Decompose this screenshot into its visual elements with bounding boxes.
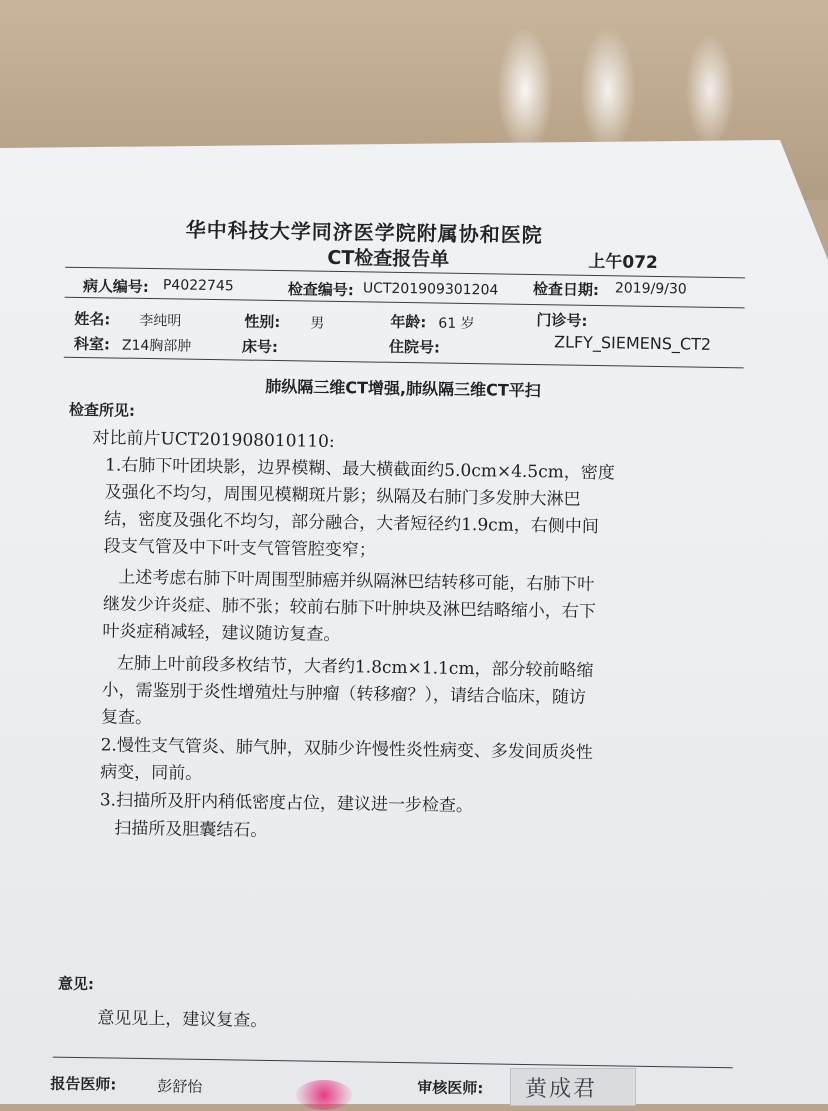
reporter-name: 彭舒怡: [157, 1077, 203, 1096]
bed-label: 床号:: [241, 337, 279, 357]
clinic-no-label: 门诊号:: [536, 311, 588, 330]
patient-id: P4022745: [162, 277, 234, 295]
opinion-text: 意见见上，建议复查。: [97, 1008, 268, 1031]
divider-exam: [64, 357, 744, 369]
findings-line: 结，密度及强化不均匀，部分融合，大者短径约1.9cm，右侧中间: [104, 509, 600, 538]
patient-sex: 男: [310, 315, 325, 332]
inpatient-no: ZLFY_SIEMENS_CT2: [553, 332, 712, 354]
hospital-name: 华中科技大学同济医学院附属协和医院: [185, 217, 543, 248]
divider-footer: [53, 1057, 733, 1069]
red-stamp: [296, 1080, 352, 1110]
divider-patient: [65, 297, 745, 309]
findings-line: 扫描所及胆囊结石。: [114, 818, 268, 841]
opinion-label: 意见:: [57, 974, 95, 994]
findings-line: 2.慢性支气管炎、肺气肿，双肺少许慢性炎性病变、多发间质炎性: [100, 735, 593, 764]
name-label: 姓名:: [74, 309, 111, 329]
findings-line: 段支气管及中下叶支气管管腔变窄；: [103, 536, 376, 561]
report-number: 上午072: [588, 251, 658, 274]
sex-label: 性别:: [244, 312, 281, 332]
findings-label: 检查所见:: [68, 400, 136, 420]
findings-line: 左肺上叶前段多枚结节，大者约1.8cm×1.1cm，部分较前略缩: [116, 653, 594, 682]
findings-line: 叶炎症稍减轻，建议随访复查。: [102, 621, 341, 646]
age-label: 年龄:: [390, 312, 427, 332]
findings-line: 3.扫描所及肝内稍低密度占位，建议进一步检查。: [99, 790, 474, 817]
exam-date: 2019/9/30: [614, 280, 687, 298]
reporter-label: 报告医师:: [50, 1074, 117, 1094]
patient-id-label: 病人编号:: [82, 276, 150, 297]
findings-line: 继发少许炎症、肺不张；较前右肺下叶肿块及淋巴结略缩小，右下: [102, 594, 596, 623]
findings-line: 及强化不均匀，周围见模糊斑片影；纵隔及右肺门多发肿大淋巴: [104, 482, 581, 510]
report-title: CT检查报告单: [327, 246, 450, 271]
exam-name: 肺纵隔三维CT增强,肺纵隔三维CT平扫: [265, 376, 541, 401]
exam-no: UCT201909301204: [362, 280, 499, 299]
findings-line: 小，需鉴别于炎性增殖灶与肿瘤（转移瘤？），请结合临床，随访: [101, 680, 587, 708]
reviewer-label: 审核医师:: [417, 1078, 484, 1098]
dept: Z14胸部肿: [121, 337, 192, 355]
inpatient-no-label: 住院号:: [388, 337, 441, 357]
dept-label: 科室:: [73, 334, 111, 354]
reviewer-signature-text: 黄成君: [525, 1077, 598, 1102]
findings-line: 复查。: [100, 707, 153, 729]
reviewer-signature: [510, 1068, 636, 1106]
findings-line: 上述考虑右肺下叶周围型肺癌并纵隔淋巴结转移可能，右肺下叶: [118, 567, 595, 596]
exam-date-label: 检查日期:: [532, 280, 600, 300]
findings-line: 1.右肺下叶团块影，边界模糊、最大横截面约5.0cm×4.5cm，密度: [104, 455, 616, 484]
exam-no-label: 检查编号:: [287, 280, 355, 300]
patient-age: 61 岁: [438, 315, 475, 333]
patient-name: 李纯明: [139, 312, 182, 330]
findings-line: 病变，同前。: [100, 762, 203, 784]
findings-line: 对比前片UCT201908010110:: [92, 428, 335, 452]
